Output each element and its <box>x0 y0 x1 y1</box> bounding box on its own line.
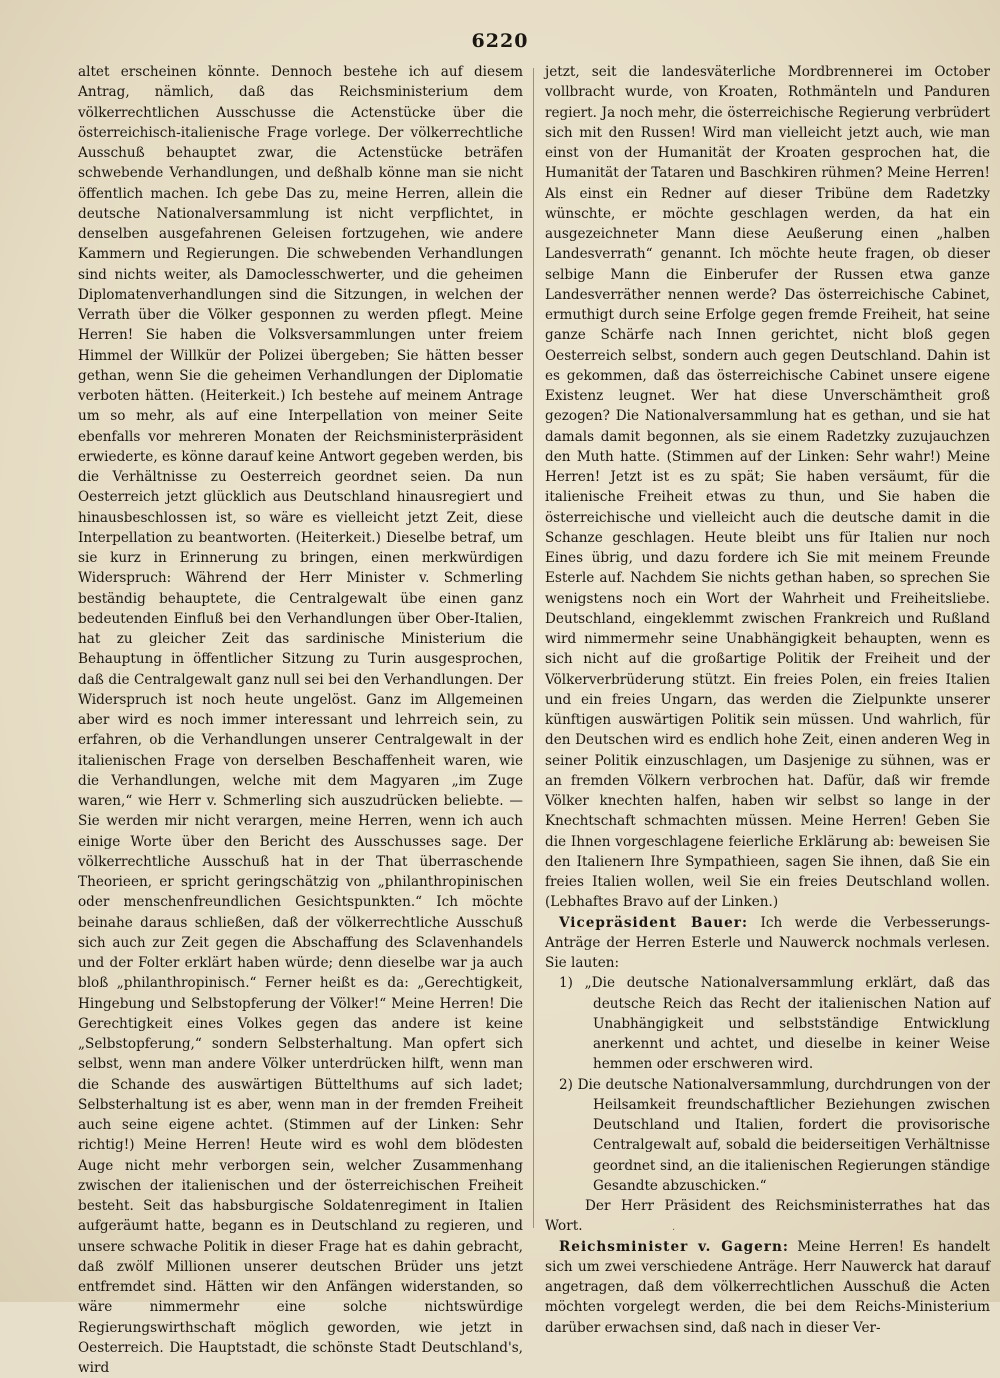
speaker-block-vicepresident <box>545 913 990 974</box>
left-column <box>78 62 523 1376</box>
motion-1: 1) „Die deutsche Nationalversammlung erklärt, daß das deutsche Reich das Recht der italienischen Nation auf Unabhängigkeit und selbstständige Entwicklung anerkennt und achtet, und dieselbe in keiner Weise hemmen oder erschweren wird. <box>559 975 990 1073</box>
gagern-statement: Meine Herren! Es handelt sich um zwei verschiedene Anträge. Herr Nauwerck hat darauf angetragen, daß dem völkerrechtlichen Ausschuß die Acten möchten vorgelegt werden, die bei dem Reichs-Ministerium darüber erwachsen sind, daß nach in dieser Ver- <box>545 1238 990 1336</box>
president-note: Der Herr Präsident des Reichsministerrathes hat das Wort. <box>545 1198 990 1235</box>
left-column-text: altet erscheinen könnte. Dennoch bestehe ich auf diesem Antrag, nämlich, daß das Reichsministerium dem völkerrechtlichen Ausschusse die Actenstücke über die österreichisch-italienische Frage vorlege. Der völkerrechtliche Ausschuß behauptet zwar, die Actenstücke beträfen schwebende Verhandlungen, und deßhalb könne man sie nicht öffentlich machen. Ich gebe Das zu, meine Herren, allein die deutsche Nationalversammlung ist nicht verpflichtet, in denselben ausgefahrenen Geleisen fortzugehen, wie andere Kammern und Regierungen. Die schwebenden Verhandlungen sind nichts weiter, als Damoclesschwerter, und die geheimen Diplomatenverhandlungen sind die Sitzungen, in welchen der Verrath über die Völker gesponnen zu werden pflegt. Meine Herren! Sie haben die Volksversammlungen unter freiem Himmel der Willkür der Polizei übergeben; Sie hätten besser gethan, wenn Sie die geheimen Verhandlungen der Diplomatie verboten hätten. (Heiterkeit.) Ich bestehe auf meinem Antrage um so mehr, als auf eine Interpellation von meiner Seite ebenfalls vor mehreren Monaten der Reichsministerpräsident erwiederte, es könne darauf keine Antwort gegeben werden, bis die Verhältnisse zu Oesterreich geordnet seien. Da nun Oesterreich jetzt glücklich aus Deutschland hinausregiert und hinausbeschlossen ist, so wäre es vielleicht jetzt Zeit, diese Interpellation zu beantworten. (Heiterkeit.) Dieselbe betraf, um sie kurz in Erinnerung zu bringen, einen merkwürdigen Widerspruch: Während der Herr Minister v. Schmerling beständig behauptete, die Centralgewalt übe einen ganz bedeutenden Einfluß bei den Verhandlungen über Ober-Italien, hat zu gleicher Zeit das sardinische Ministerium die Behauptung in öffentlicher Sitzung zu Turin ausgesprochen, daß die Centralgewalt ganz null sei bei den Verhandlungen. Der Widerspruch ist noch heute ungelöst. Ganz im Allgemeinen aber wird es noch immer interessant und lehrreich sein, zu erfahren, ob die Verhandlungen unserer Centralgewalt in der italienischen Frage von derselben Beschaffenheit waren, wie die Verhandlungen, welche mit dem Magyaren „im Zuge waren,“ wie Herr v. Schmerling sich auszudrücken beliebte. — Sie werden mir nicht verargen, meine Herren, wenn ich auch einige Worte über den Bericht des Ausschusses sage. Der völkerrechtliche Ausschuß hat in der That überraschende Theorieen, er spricht geringschätzig von „philanthropinischen oder menschenfreundlichen Gesichtspunkten.“ Ich möchte beinahe daraus schließen, daß der völkerrechtliche Ausschuß sich auch zur Zeit gegen die Abschaffung des Sclavenhandels und der Folter erklärt haben würde; denn dieselbe war ja auch bloß „philanthropinisch.“ Ferner heißt es da: „Gerechtigkeit, Hingebung und Selbstopferung der Völker!“ Meine Herren! Die Gerechtigkeit eines Volkes gegen das andere ist keine „Selbstopferung,“ sondern Selbsterhaltung. Man opfert sich selbst, wenn man andere Völker unterdrücken hilft, wenn man die Schande des auswärtigen Büttelthums auf sich ladet; Selbsterhaltung ist es aber, wenn man in der fremden Freiheit auch seine eigene achtet. (Stimmen auf der Linken: Sehr richtig!) Meine Herren! Heute wird es wohl dem blödesten Auge nicht mehr verborgen sein, welcher Zusammenhang zwischen der italienischen und der österreichischen Freiheit besteht. Seit das habsburgische Soldatenregiment in Italien aufgeräumt hatte, begann es in Deutschland zu regieren, und unsere schwache Politik in dieser Frage hat es dahin gebracht, daß zwölf Millionen unserer deutschen Brüder uns jetzt entfremdet sind. Hätten wir den Anfängen widerstanden, so wäre nimmermehr eine solche nichtswürdige Regierungswirthschaft möglich geworden, wie jetzt in Oesterreich. Die Hauptstadt, die schönste Stadt Deutschland's, wird <box>78 64 523 1376</box>
motion-2: 2) Die deutsche Nationalversammlung, durchdrungen von der Heilsamkeit freundschaftlicher Beziehungen zwischen Deutschland und Italien, fordert die provisorische Centralgewalt auf, sobald die beiderseitigen Verhältnisse geordnet sind, an die italienischen Regierungen ständige Gesandte abzuschicken.“ <box>559 1076 990 1194</box>
speaker-name-gagern: Reichsminister v. Gagern: <box>559 1238 789 1255</box>
right-column <box>545 62 991 1336</box>
speaker-block-gagern <box>545 1237 990 1338</box>
page-number: 6220 <box>471 30 529 52</box>
speaker-name-bauer: Vicepräsident Bauer: <box>559 914 748 931</box>
bauer-statement: Ich werde die Verbesserungs-Anträge der Herren Esterle und Nauwerck nochmals verlesen. Sie lauten: <box>545 914 991 971</box>
column-divider <box>533 68 534 1228</box>
speech-continuation: jetzt, seit die landesväterliche Mordbrennerei im October vollbracht wurde, von Kroaten, Rothmänteln und Panduren regiert. Ja noch mehr, die österreichische Regierung verbrüdert sich mit den Russen! Wird man vielleicht jetzt auch, wie man einst von der Humanität der Kroaten gesprochen hat, die Humanität der Tataren und Baschkiren rühmen? Meine Herren! Als einst ein Redner auf dieser Tribüne dem Radetzky wünschte, er möchte geschlagen werden, da hat ein ausgezeichneter Mann diese Aeußerung einen „halben Landesverrath“ genannt. Ich möchte heute fragen, ob dieser selbige Mann die Einberufer der Russen etwa ganze Landesverräther nennen werde? Das österreichische Cabinet, ermuthigt durch seine Erfolge gegen fremde Freiheit, hat seine ganze Schärfe nach Innen gerichtet, nicht bloß gegen Oesterreich selbst, sondern auch gegen Deutschland. Dahin ist es gekommen, daß das österreichische Cabinet unsere eigene Existenz leugnet. Wer hat diese Unverschämtheit groß gezogen? Die Nationalversammlung hat es gethan, und sie hat damals damit begonnen, als sie einem Radetzky zuzujauchzen den Muth hatte. (Stimmen auf der Linken: Sehr wahr!) Meine Herren! Jetzt ist es zu spät; Sie haben versäumt, für die italienische Freiheit etwas zu thun, und Sie haben die österreichische und vielleicht auch die deutsche damit in die Schanze geschlagen. Heute bleibt uns für Italien nur noch Eines übrig, und dazu fordere ich Sie mit meinem Freunde Esterle auf. Nachdem Sie nichts gethan haben, so sprechen Sie wenigstens noch ein Wort der Wahrheit und Freiheitsliebe. Deutschland, eingeklemmt zwischen Frankreich und Rußland wird nimmermehr seine Unabhängigkeit behaupten, wenn es sich nicht auf die großartige Politik der Freiheit und der Völkerverbrüderung stützt. Ein freies Polen, ein freies Italien und ein freies Ungarn, das werden die Zielpunkte unserer künftigen auswärtigen Politik sein müssen. Und wahrlich, für den Deutschen wird es endlich hohe Zeit, einen anderen Weg in seiner Politik einzuschlagen, um Dasjenige zu sühnen, was er an fremden Völkern verbrochen hat. Dafür, daß wir fremde Völker knechten halfen, haben wir selbst so lange in der Knechtschaft schmachten müssen. Meine Herren! Geben Sie die Ihnen vorgeschlagene feierliche Erklärung ab: beweisen Sie den Italienern Ihre Sympathieen, sagen Sie ihnen, daß Sie ein freies Italien wollen, weil Sie ein freies Deutschland wollen. (Lebhaftes Bravo auf der Linken.) <box>545 64 990 911</box>
print-speck: · <box>672 1225 676 1236</box>
